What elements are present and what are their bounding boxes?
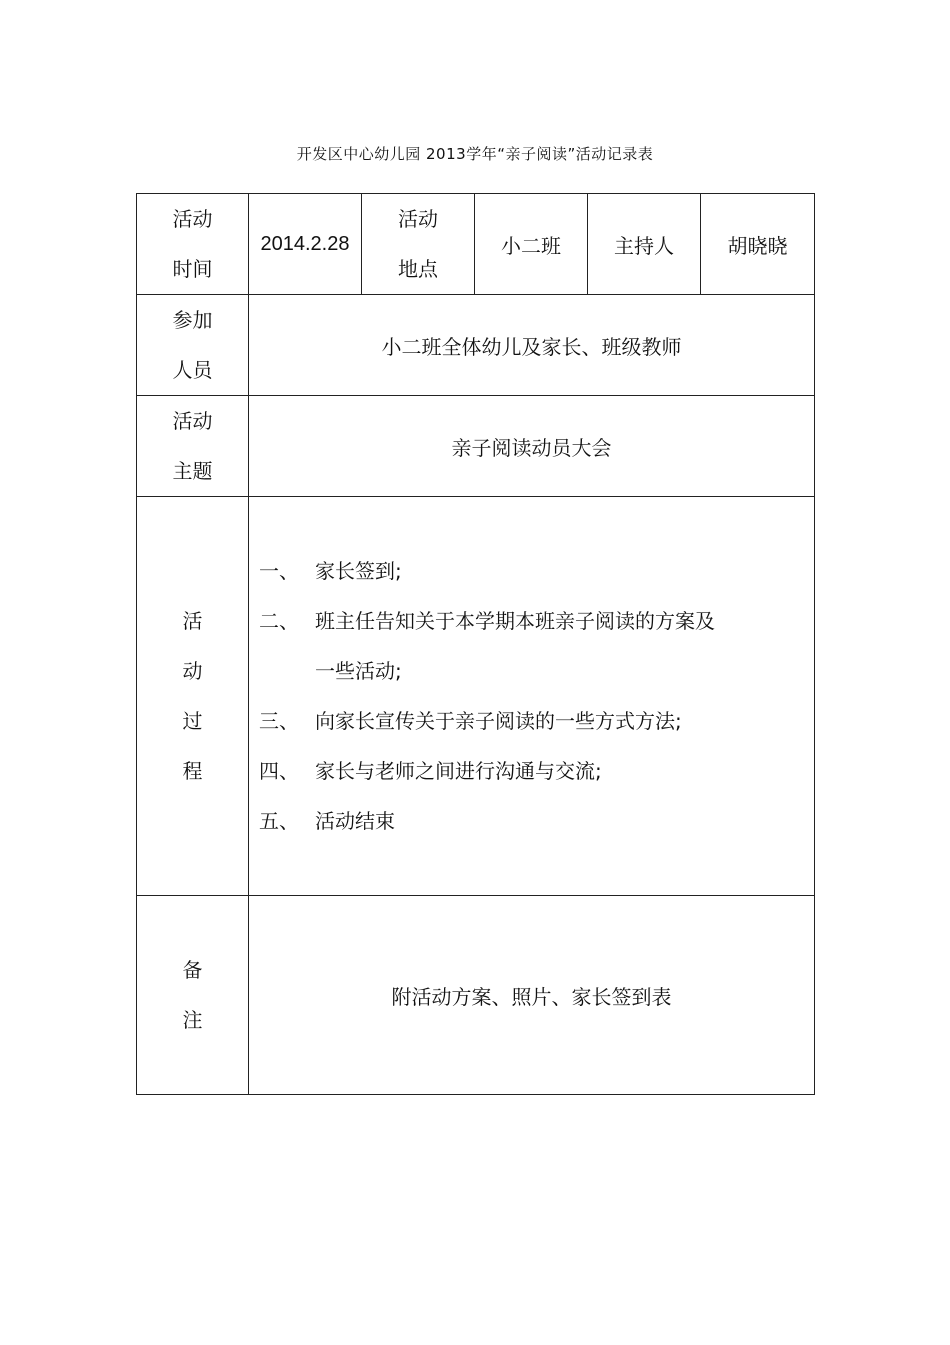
participants-label-line-1: 参加 [172, 308, 213, 332]
host-label: 主持人 [588, 194, 701, 295]
place-label-cell [362, 194, 475, 295]
place-label-line-1: 活动 [398, 207, 438, 231]
theme-value: 亲子阅读动员大会 [249, 396, 815, 497]
theme-label-line-2: 主题 [172, 459, 213, 483]
process-step-2 [259, 596, 814, 646]
step-number: 一、 [259, 559, 299, 583]
theme-label-line-1: 活动 [172, 409, 213, 433]
host-name: 胡晓晓 [701, 194, 815, 295]
process-step-1 [259, 546, 814, 596]
time-label-cell [137, 194, 249, 295]
process-step-4 [259, 746, 814, 796]
time-label-line-2: 时间 [172, 257, 213, 281]
process-step-5 [259, 796, 814, 846]
process-label-char-3: 过 [182, 709, 203, 733]
activity-date: 2014.2.28 [249, 194, 362, 295]
row-theme [137, 396, 815, 497]
row-remarks [137, 896, 815, 1095]
process-label-char-4: 程 [182, 759, 203, 783]
step-number: 四、 [259, 759, 299, 783]
row-participants [137, 295, 815, 396]
activity-record-table [136, 193, 815, 1095]
step-text: 家长签到; [315, 559, 402, 583]
row-process [137, 497, 815, 896]
remarks-label-char-2: 注 [182, 1008, 203, 1032]
process-label-char-1: 活 [182, 609, 203, 633]
theme-label-cell [137, 396, 249, 497]
page-title: 开发区中心幼儿园 2013学年“亲子阅读”活动记录表 [296, 145, 654, 163]
step-text: 活动结束 [315, 809, 395, 833]
step-number: 五、 [259, 809, 299, 833]
step-number: 三、 [259, 709, 299, 733]
place-label-line-2: 地点 [398, 257, 438, 281]
remarks-label-cell [137, 896, 249, 1095]
step-text: 家长与老师之间进行沟通与交流; [315, 759, 602, 783]
process-label-char-2: 动 [182, 659, 203, 683]
time-label-line-1: 活动 [172, 207, 213, 231]
step-text: 向家长宣传关于亲子阅读的一些方式方法; [315, 709, 682, 733]
process-list [249, 497, 815, 896]
activity-place: 小二班 [475, 194, 588, 295]
step-text: 班主任告知关于本学期本班亲子阅读的方案及 [315, 609, 715, 633]
process-step-3 [259, 696, 814, 746]
participants-label-cell [137, 295, 249, 396]
step-text-continuation: 一些活动; [315, 659, 402, 683]
remarks-label-char-1: 备 [182, 958, 203, 982]
remarks-value: 附活动方案、照片、家长签到表 [249, 896, 815, 1095]
participants-value: 小二班全体幼儿及家长、班级教师 [249, 295, 815, 396]
step-number: 二、 [259, 609, 299, 633]
participants-label-line-2: 人员 [172, 358, 213, 382]
row-time-place-host [137, 194, 815, 295]
process-label-cell [137, 497, 249, 896]
